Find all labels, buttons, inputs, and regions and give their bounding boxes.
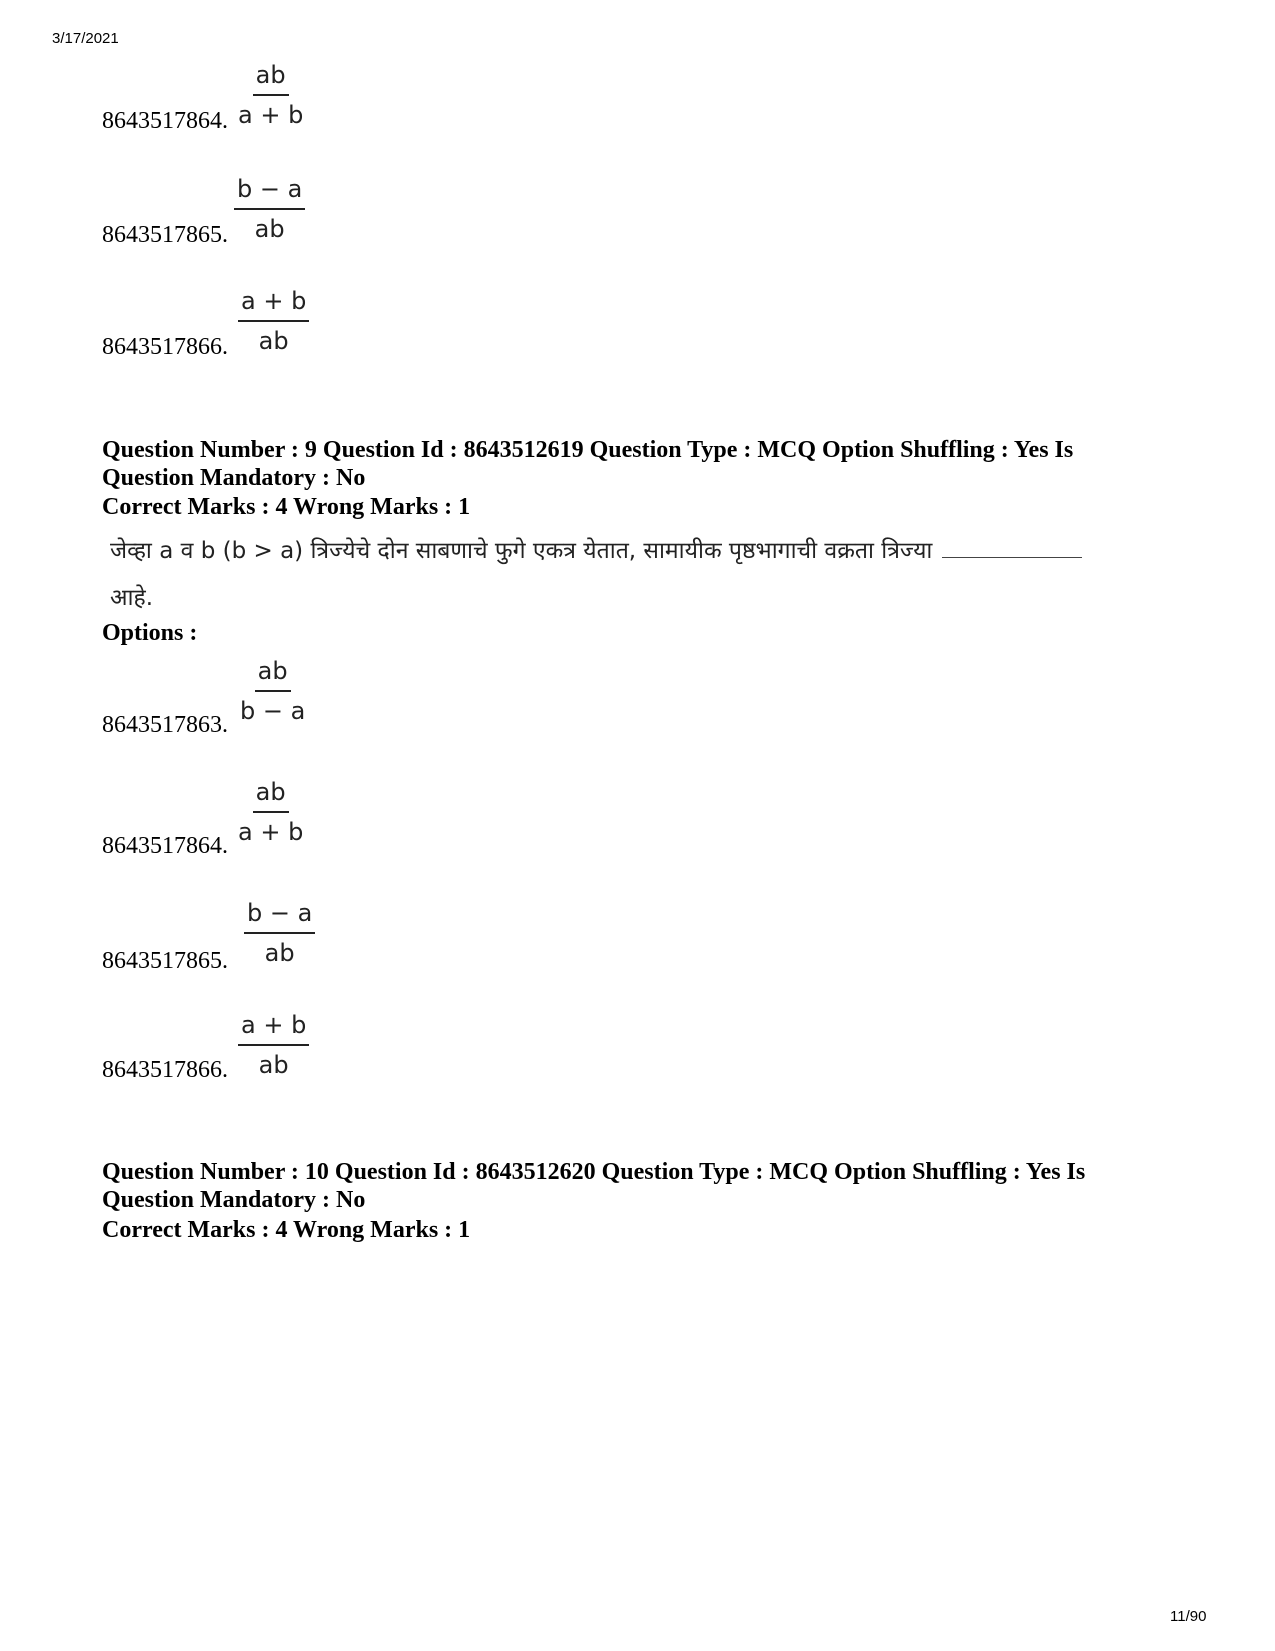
question-10-marks: Correct Marks : 4 Wrong Marks : 1 <box>102 1217 471 1243</box>
question-9-marks: Correct Marks : 4 Wrong Marks : 1 <box>102 494 471 520</box>
option-fraction <box>238 60 303 130</box>
options-label: Options : <box>102 620 198 646</box>
fraction-denominator: ab <box>254 215 285 243</box>
question-text: जेव्हा a व b (b > a) त्रिज्येचे दोन साबणाचे फुगे एकत्र येतात, सामायीक पृष्ठभागाची वक्रता त्रिज्या <box>110 538 933 564</box>
fraction-numerator: ab <box>253 60 289 96</box>
fraction-denominator: ab <box>258 327 289 355</box>
fraction-numerator: b − a <box>234 174 305 210</box>
option-id: 8643517866. <box>102 334 228 360</box>
question-header-line: Question Mandatory : No <box>102 465 366 491</box>
question-header-line: Question Number : 10 Question Id : 8643512620 Question Type : MCQ Option Shuffling : Yes Is <box>102 1159 1086 1185</box>
question-9-text-line1 <box>110 533 1082 565</box>
option-fraction <box>238 777 303 847</box>
option-id: 8643517865. <box>102 222 228 248</box>
question-9-option <box>0 898 1275 1008</box>
fraction-numerator: ab <box>255 656 291 692</box>
fraction-denominator: b − a <box>240 697 306 725</box>
answer-blank <box>942 557 1082 558</box>
fraction-numerator: ab <box>253 777 289 813</box>
fraction-numerator: b − a <box>244 898 315 934</box>
question-header-line: Question Mandatory : No <box>102 1187 366 1213</box>
fraction-denominator: ab <box>258 1051 289 1079</box>
prev-option <box>0 286 1275 396</box>
prev-option <box>0 174 1275 284</box>
option-fraction <box>240 656 305 726</box>
option-id: 8643517864. <box>102 833 228 859</box>
fraction-numerator: a + b <box>238 286 309 322</box>
fraction-denominator: ab <box>264 939 295 967</box>
question-9-option <box>0 1010 1275 1120</box>
option-fraction <box>238 1010 309 1080</box>
fraction-denominator: a + b <box>238 101 304 129</box>
option-id: 8643517865. <box>102 948 228 974</box>
question-header-line: Question Number : 9 Question Id : 8643512619 Question Type : MCQ Option Shuffling : Yes Is <box>102 437 1074 463</box>
fraction-numerator: a + b <box>238 1010 309 1046</box>
question-9-option <box>0 777 1275 887</box>
option-fraction <box>234 174 305 244</box>
print-date: 3/17/2021 <box>52 30 119 47</box>
option-id: 8643517866. <box>102 1057 228 1083</box>
question-9-text-line2: आहे. <box>110 585 154 611</box>
question-10-header <box>102 1158 1182 1214</box>
fraction-denominator: a + b <box>238 818 304 846</box>
option-fraction <box>238 286 309 356</box>
option-id: 8643517863. <box>102 712 228 738</box>
option-fraction <box>244 898 315 968</box>
question-9-option <box>0 656 1275 766</box>
prev-option <box>0 60 1275 170</box>
page-number: 11/90 <box>1170 1608 1207 1625</box>
question-9-header <box>102 436 1182 492</box>
option-id: 8643517864. <box>102 108 228 134</box>
